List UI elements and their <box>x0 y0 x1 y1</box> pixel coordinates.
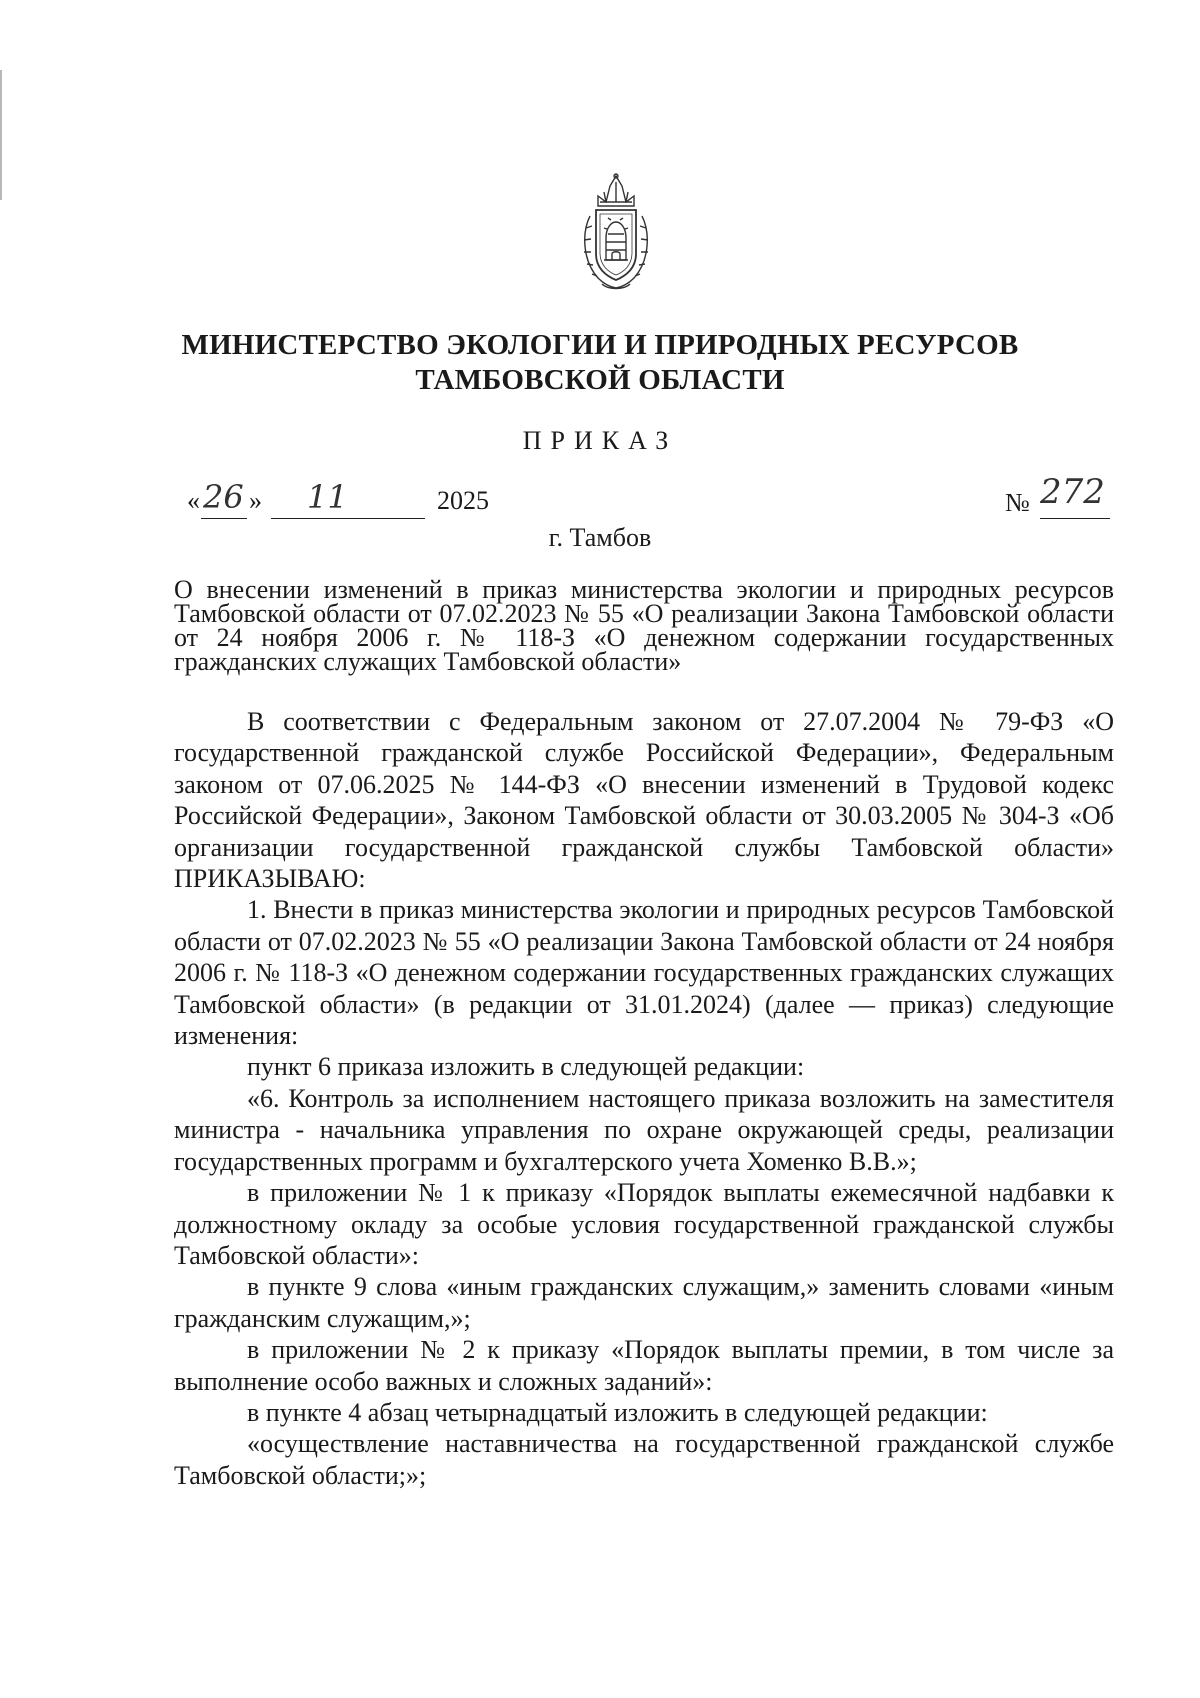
date-day-handwritten: 26 <box>203 478 244 516</box>
order-number-underline <box>1040 518 1110 519</box>
date-quote-close: » <box>249 486 262 515</box>
ministry-name-line2: ТАМБОВСКОЙ ОБЛАСТИ <box>415 364 785 396</box>
ministry-name-line1: МИНИСТЕРСТВО ЭКОЛОГИИ И ПРИРОДНЫХ РЕСУРСОВ <box>181 329 1019 361</box>
scan-edge-line <box>0 70 2 200</box>
date-day-underline <box>201 518 247 519</box>
body-paragraph: пункт 6 приказа изложить в следующей редакции: <box>247 1052 805 1082</box>
date-month-underline <box>271 518 425 519</box>
body-paragraph: в приложении № 1 к приказу «Порядок выплаты ежемесячной надбавки к должностному окладу за особые условия государственной гражданской службы Тамбовской области»: <box>174 1178 1114 1270</box>
coat-of-arms-emblem <box>576 172 656 296</box>
document-type-heading: ПРИКАЗ <box>522 426 678 455</box>
city-name: г. Тамбов <box>548 523 652 552</box>
body-paragraph: в приложении № 2 к приказу «Порядок выплаты премии, в том числе за выполнение особо важных и сложных заданий»: <box>174 1335 1114 1396</box>
order-number-label: № <box>1005 488 1030 517</box>
body-paragraph: «6. Контроль за исполнением настоящего приказа возложить на заместителя министра - начальника управления по охране окружающей среды, реализации государственных программ и бухгалтерского учета Хоменко В.В.»; <box>174 1083 1114 1176</box>
date-month-handwritten: 11 <box>307 478 348 516</box>
order-body <box>174 706 1114 1491</box>
order-number-handwritten: 272 <box>1040 472 1105 512</box>
body-paragraph-item1: 1. Внести в приказ министерства экологии и природных ресурсов Тамбовской области от 07.02.2023 № 55 «О реализации Закона Тамбовской области от 24 ноября 2006 г. № 118-З «О денежном содержании государственных гражданских служащих Тамбовской области» (в редакции от 31.01.2024) (далее — приказ) следующие изменения: <box>174 895 1114 1051</box>
date-quote-open: « <box>187 486 200 515</box>
body-paragraph: в пункте 9 слова «иным гражданских служащим,» заменить словами «иным гражданским служащим,»; <box>174 1272 1114 1333</box>
body-paragraph: «осуществление наставничества на государственной гражданской службе Тамбовской области;»; <box>174 1429 1114 1490</box>
date-year: 2025 <box>437 486 489 515</box>
order-title: О внесении изменений в приказ министерства экологии и природных ресурсов Тамбовской области от 07.02.2023 № 55 «О реализации Закона Тамбовской области от 24 ноября 2006 г. № 118-З «О денежном содержании государственных гражданских служащих Тамбовской области» <box>174 575 1114 676</box>
body-paragraph-preamble: В соответствии с Федеральным законом от 27.07.2004 № 79-ФЗ «О государственной гражданской службе Российской Федерации», Федеральным законом от 07.06.2025 № 144-ФЗ «О внесении изменений в Трудовой кодекс Российской Федерации», Законом Тамбовской области от 30.03.2005 № 304-З «Об организации государственной гражданской службы Тамбовской области» ПРИКАЗЫВАЮ: <box>174 707 1114 894</box>
body-paragraph: в пункте 4 абзац четырнадцатый изложить в следующей редакции: <box>247 1397 988 1427</box>
